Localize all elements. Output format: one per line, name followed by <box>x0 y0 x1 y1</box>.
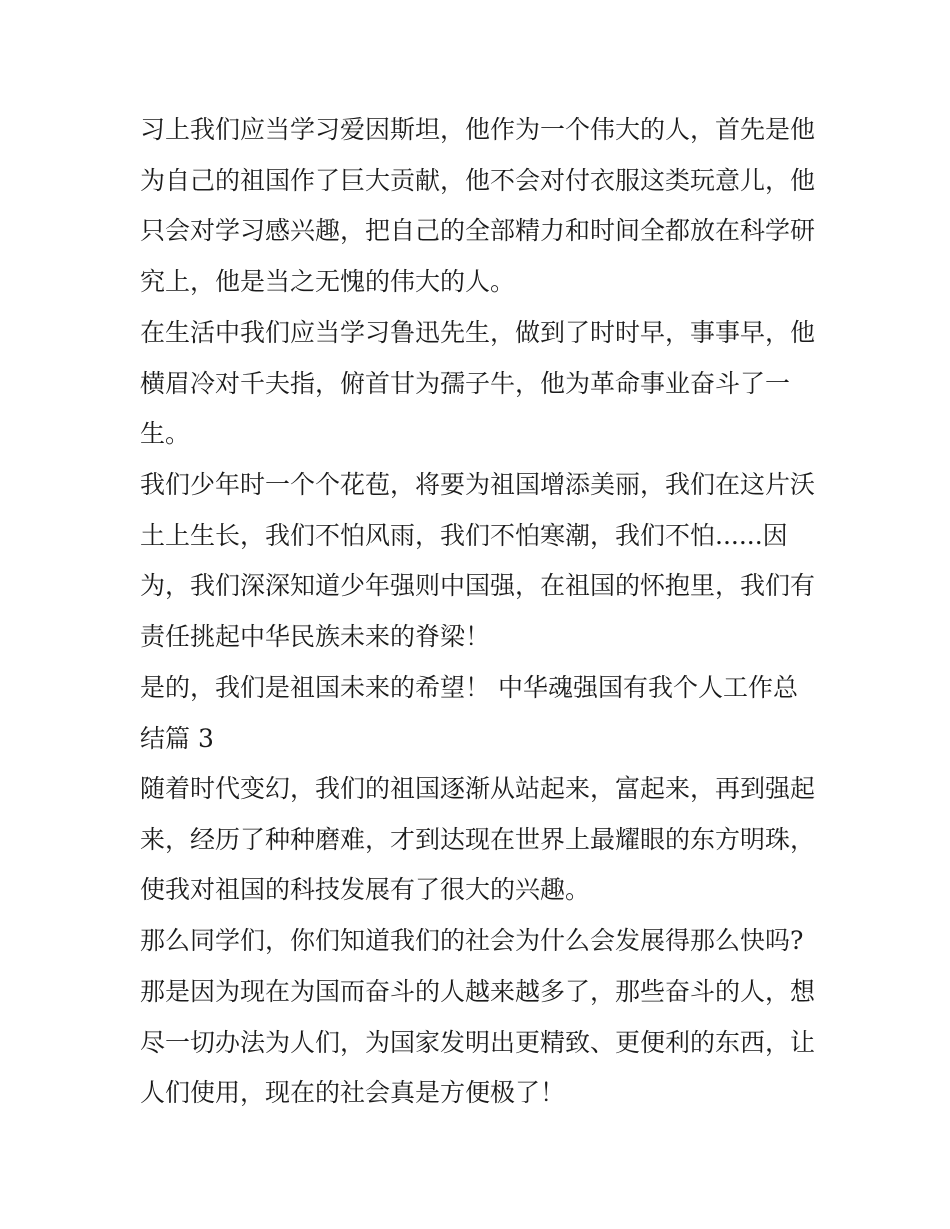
text-line: 是的，我们是祖国未来的希望！ 中华魂强国有我个人工作总 <box>140 673 798 702</box>
text-line: 那是因为现在为国而奋斗的人越来越多了，那些奋斗的人，想 <box>140 977 816 1006</box>
text-line: 尽一切办法为人们，为国家发明出更精致、更便利的东西，让 <box>140 1028 816 1057</box>
text-line: 土上生长，我们不怕风雨，我们不怕寒潮，我们不怕......因 <box>140 521 788 550</box>
text-line: 在生活中我们应当学习鲁迅先生，做到了时时早，事事早，他 <box>140 318 816 347</box>
text-line: 横眉冷对千夫指，俯首甘为孺子牛，他为革命事业奋斗了一 <box>140 369 791 398</box>
text-line: 为，我们深深知道少年强则中国强，在祖国的怀抱里，我们有 <box>140 571 816 600</box>
text-line: 责任挑起中华民族未来的脊梁！ <box>140 622 491 651</box>
text-line: 习上我们应当学习爱因斯坦，他作为一个伟大的人，首先是他 <box>140 115 816 144</box>
text-line: 生。 <box>140 419 191 448</box>
text-line: 我们少年时一个个花苞，将要为祖国增添美丽，我们在这片沃 <box>140 470 816 499</box>
text-line: 来，经历了种种磨难，才到达现在世界上最耀眼的东方明珠， <box>140 825 816 854</box>
text-line: 使我对祖国的科技发展有了很大的兴趣。 <box>140 875 591 904</box>
text-line: 结篇 3 <box>140 724 214 753</box>
text-line: 那么同学们，你们知道我们的社会为什么会发展得那么快吗? <box>140 926 804 955</box>
text-line: 为自己的祖国作了巨大贡献，他不会对付衣服这类玩意儿，他 <box>140 166 816 195</box>
text-line: 只会对学习感兴趣，把自己的全部精力和时间全都放在科学研 <box>140 216 816 245</box>
text-line: 随着时代变幻，我们的祖国逐渐从站起来，富起来，再到强起 <box>140 774 816 803</box>
text-line: 究上，他是当之无愧的伟大的人。 <box>140 267 516 296</box>
text-line: 人们使用，现在的社会真是方便极了！ <box>140 1078 566 1107</box>
